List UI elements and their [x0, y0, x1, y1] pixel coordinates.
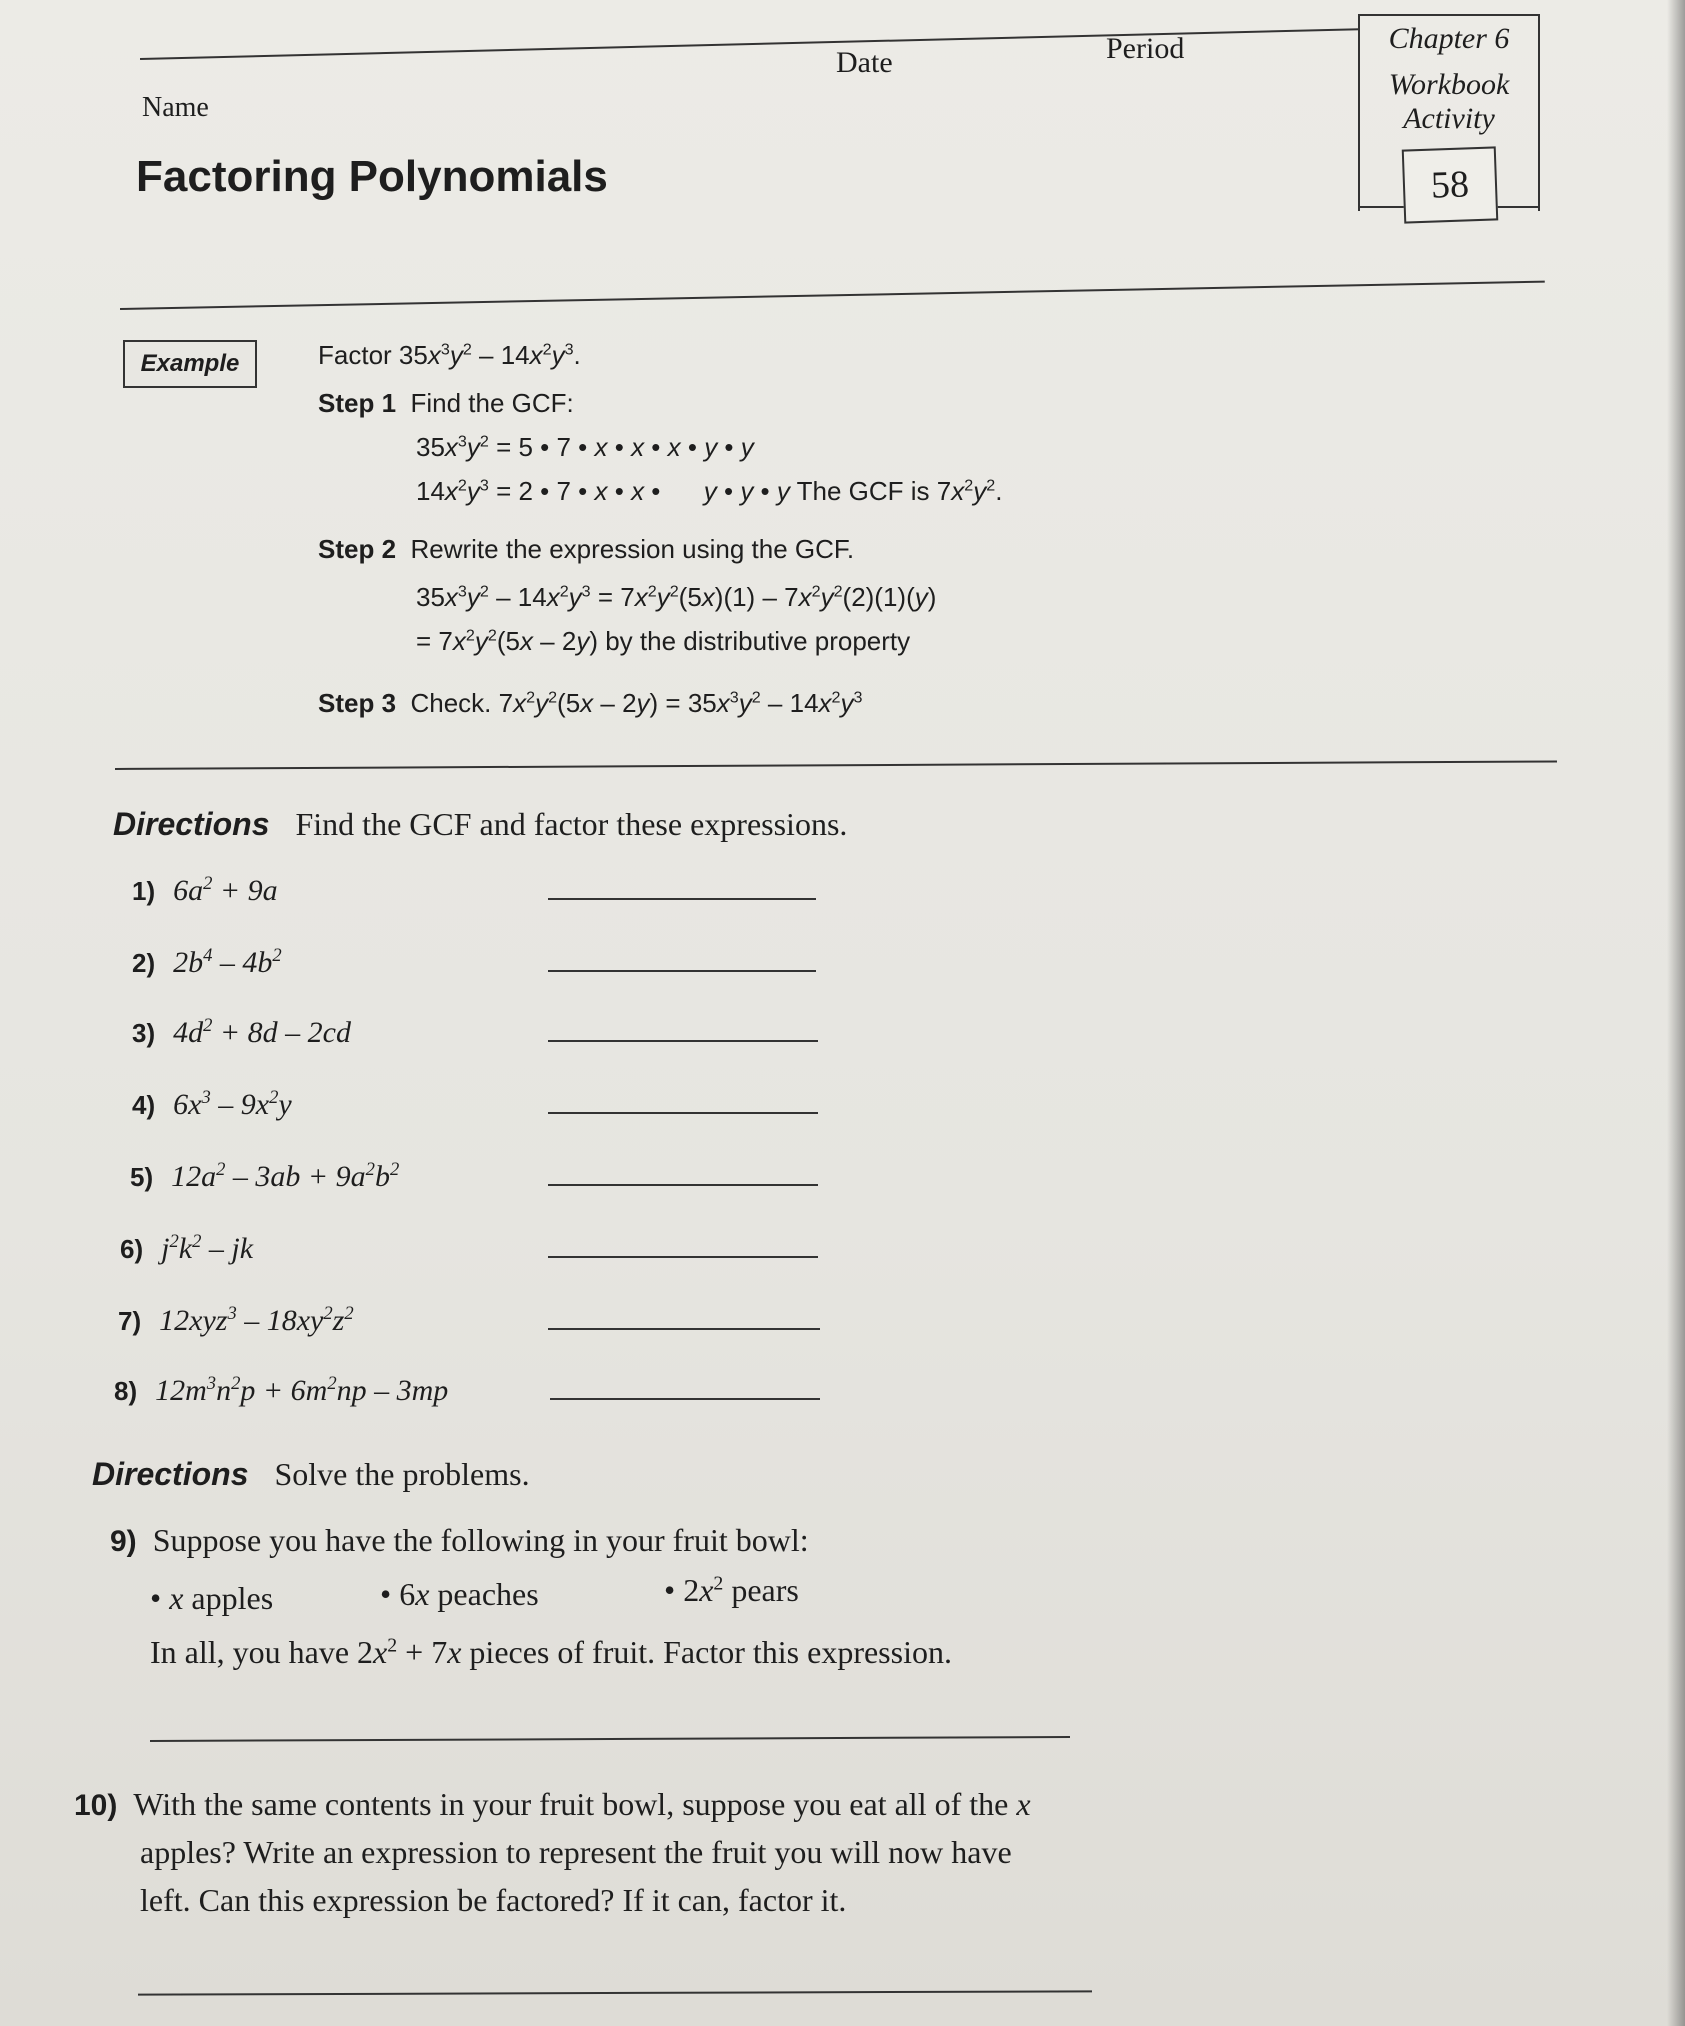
- page-title: Factoring Polynomials: [136, 152, 608, 201]
- problem-expression: $12a^2 - 3ab + 9a^2b^2$: [171, 1159, 400, 1193]
- total-suffix: pieces of fruit. Factor this expression.: [469, 1634, 952, 1670]
- problem-number: 7): [118, 1306, 142, 1336]
- directions-2: [92, 1456, 530, 1493]
- problem-number: 5): [130, 1162, 154, 1192]
- total-prefix: In all, you have: [150, 1634, 350, 1670]
- problem-8: [114, 1374, 448, 1408]
- example-expression: $35x^3y^2 - 14x^2y^3$.: [398, 340, 581, 370]
- example-badge: Example: [123, 340, 257, 388]
- answer-line-2[interactable]: [548, 970, 816, 972]
- problem-4: [132, 1088, 292, 1122]
- example-rule: [115, 760, 1557, 770]
- name-label: Name: [142, 92, 209, 123]
- step2-row: [318, 534, 854, 565]
- step3-label: Step 3: [318, 688, 397, 718]
- activity-number: 58: [1402, 146, 1499, 223]
- step1-factor-line2: $14x^2y^3 = 2$ • 7 • x • x • y • y • y The GCF is $7x^2y^2$.: [416, 476, 1003, 506]
- problem-7: [118, 1304, 354, 1338]
- fruit-peaches-label: peaches: [437, 1576, 539, 1612]
- step3-check: $7x^2y^2(5x - 2y) = 35x^3y^2 - 14x^2y^3$: [498, 688, 863, 718]
- answer-line-1[interactable]: [548, 898, 816, 900]
- problem-9-prompt: [110, 1522, 809, 1559]
- answer-line-6[interactable]: [548, 1256, 818, 1258]
- problem-number: 8): [114, 1376, 138, 1406]
- directions-2-text: Solve the problems.: [274, 1456, 530, 1492]
- step1-factor-line1: $35x^3y^2 = 5$ • 7 • x • x • x • y • y: [416, 432, 754, 462]
- directions-2-label: Directions: [92, 1456, 249, 1492]
- problem-9-total: [150, 1634, 952, 1671]
- activity-type-line2: Activity: [1403, 102, 1495, 135]
- step1-label: Step 1: [318, 388, 397, 418]
- problem-5: [130, 1160, 399, 1194]
- directions-1-text: Find the GCF and factor these expressions.: [295, 806, 848, 842]
- answer-line-3[interactable]: [548, 1040, 818, 1042]
- problem-number: 3): [132, 1018, 156, 1048]
- problem-2: [132, 946, 282, 980]
- step2-rewrite: $35x^3y^2 - 14x^2y^3 = 7x^2y^2(5x)(1) - 7x^2y^2(2)(1)(y)$: [416, 582, 937, 612]
- chapter-label: Chapter 6: [1388, 22, 1510, 55]
- distributive-note: by the distributive property: [605, 626, 911, 656]
- problem-9-text: Suppose you have the following in your fruit bowl:: [152, 1522, 809, 1558]
- step2-text: Rewrite the expression using the GCF.: [410, 534, 855, 564]
- problem-10-line2: apples? Write an expression to represent the fruit you will now have: [140, 1834, 1012, 1870]
- page-edge-shadow: [1667, 0, 1685, 2026]
- step1-text: Find the GCF:: [410, 388, 574, 418]
- problem-1: [132, 874, 278, 908]
- step3-row: [318, 688, 862, 719]
- problem-10-text-1: With the same contents in your fruit bowl, suppose you eat all of the: [133, 1786, 1009, 1822]
- fruit-pears-label: pears: [731, 1572, 799, 1608]
- factor-prompt: Factor: [318, 340, 392, 370]
- answer-line-5[interactable]: [548, 1184, 818, 1186]
- problem-6: [120, 1232, 253, 1266]
- fruit-apples-label: apples: [191, 1580, 274, 1616]
- problem-number: 6): [120, 1234, 144, 1264]
- example-prompt: [318, 340, 581, 371]
- step2-label: Step 2: [318, 534, 397, 564]
- fruit-item-peaches: • 6x peaches: [380, 1576, 539, 1612]
- problem-10-line3: left. Can this expression be factored? If it can, factor it.: [140, 1882, 847, 1918]
- problem-expression: $2b^4 - 4b^2$: [173, 945, 282, 979]
- step2-result: = $7x^2y^2(5x - 2y)$ by the distributive property: [416, 626, 911, 656]
- problem-expression: $4d^2 + 8d - 2cd$: [173, 1015, 351, 1049]
- period-label: Period: [1106, 32, 1185, 65]
- title-rule: [120, 281, 1545, 310]
- activity-type-line1: Workbook: [1388, 68, 1510, 101]
- gcf-value: $7x^2y^2$.: [936, 476, 1003, 506]
- problem-expression: $j^2k^2$ – jk: [161, 1231, 254, 1265]
- total-expression: $2x^2 + 7x$: [357, 1634, 462, 1670]
- answer-line-9[interactable]: [150, 1736, 1070, 1742]
- gcf-statement: The GCF is: [796, 476, 930, 506]
- problem-number: 2): [132, 948, 156, 978]
- directions-1: [113, 806, 847, 843]
- answer-line-4[interactable]: [548, 1112, 818, 1114]
- problem-expression: $6a^2 + 9a$: [173, 873, 278, 907]
- date-label: Date: [836, 46, 893, 79]
- problem-number: 1): [132, 876, 156, 906]
- problem-number: 10): [74, 1789, 118, 1822]
- answer-line-10[interactable]: [138, 1990, 1092, 1995]
- answer-line-8[interactable]: [550, 1398, 820, 1400]
- problem-10-line1: 10) With the same contents in your fruit bowl, suppose you eat all of the x: [74, 1786, 1031, 1822]
- problem-expression: $12xyz^3 - 18xy^2z^2$: [159, 1303, 354, 1337]
- problem-expression: $6x^3 - 9x^2y$: [173, 1087, 292, 1121]
- problem-number: 4): [132, 1090, 156, 1120]
- problem-number: 9): [110, 1525, 137, 1558]
- fruit-item-pears: • $2x^2$ pears: [664, 1572, 799, 1608]
- activity-type: [1360, 68, 1538, 136]
- answer-line-7[interactable]: [548, 1328, 820, 1330]
- directions-1-label: Directions: [113, 806, 270, 842]
- step1-row: [318, 388, 574, 419]
- step3-text: Check.: [410, 688, 492, 718]
- fruit-item-apples: • x apples: [150, 1580, 274, 1616]
- problem-expression: $12m^3n^2p + 6m^2np - 3mp$: [155, 1373, 449, 1407]
- problem-3: [132, 1016, 351, 1050]
